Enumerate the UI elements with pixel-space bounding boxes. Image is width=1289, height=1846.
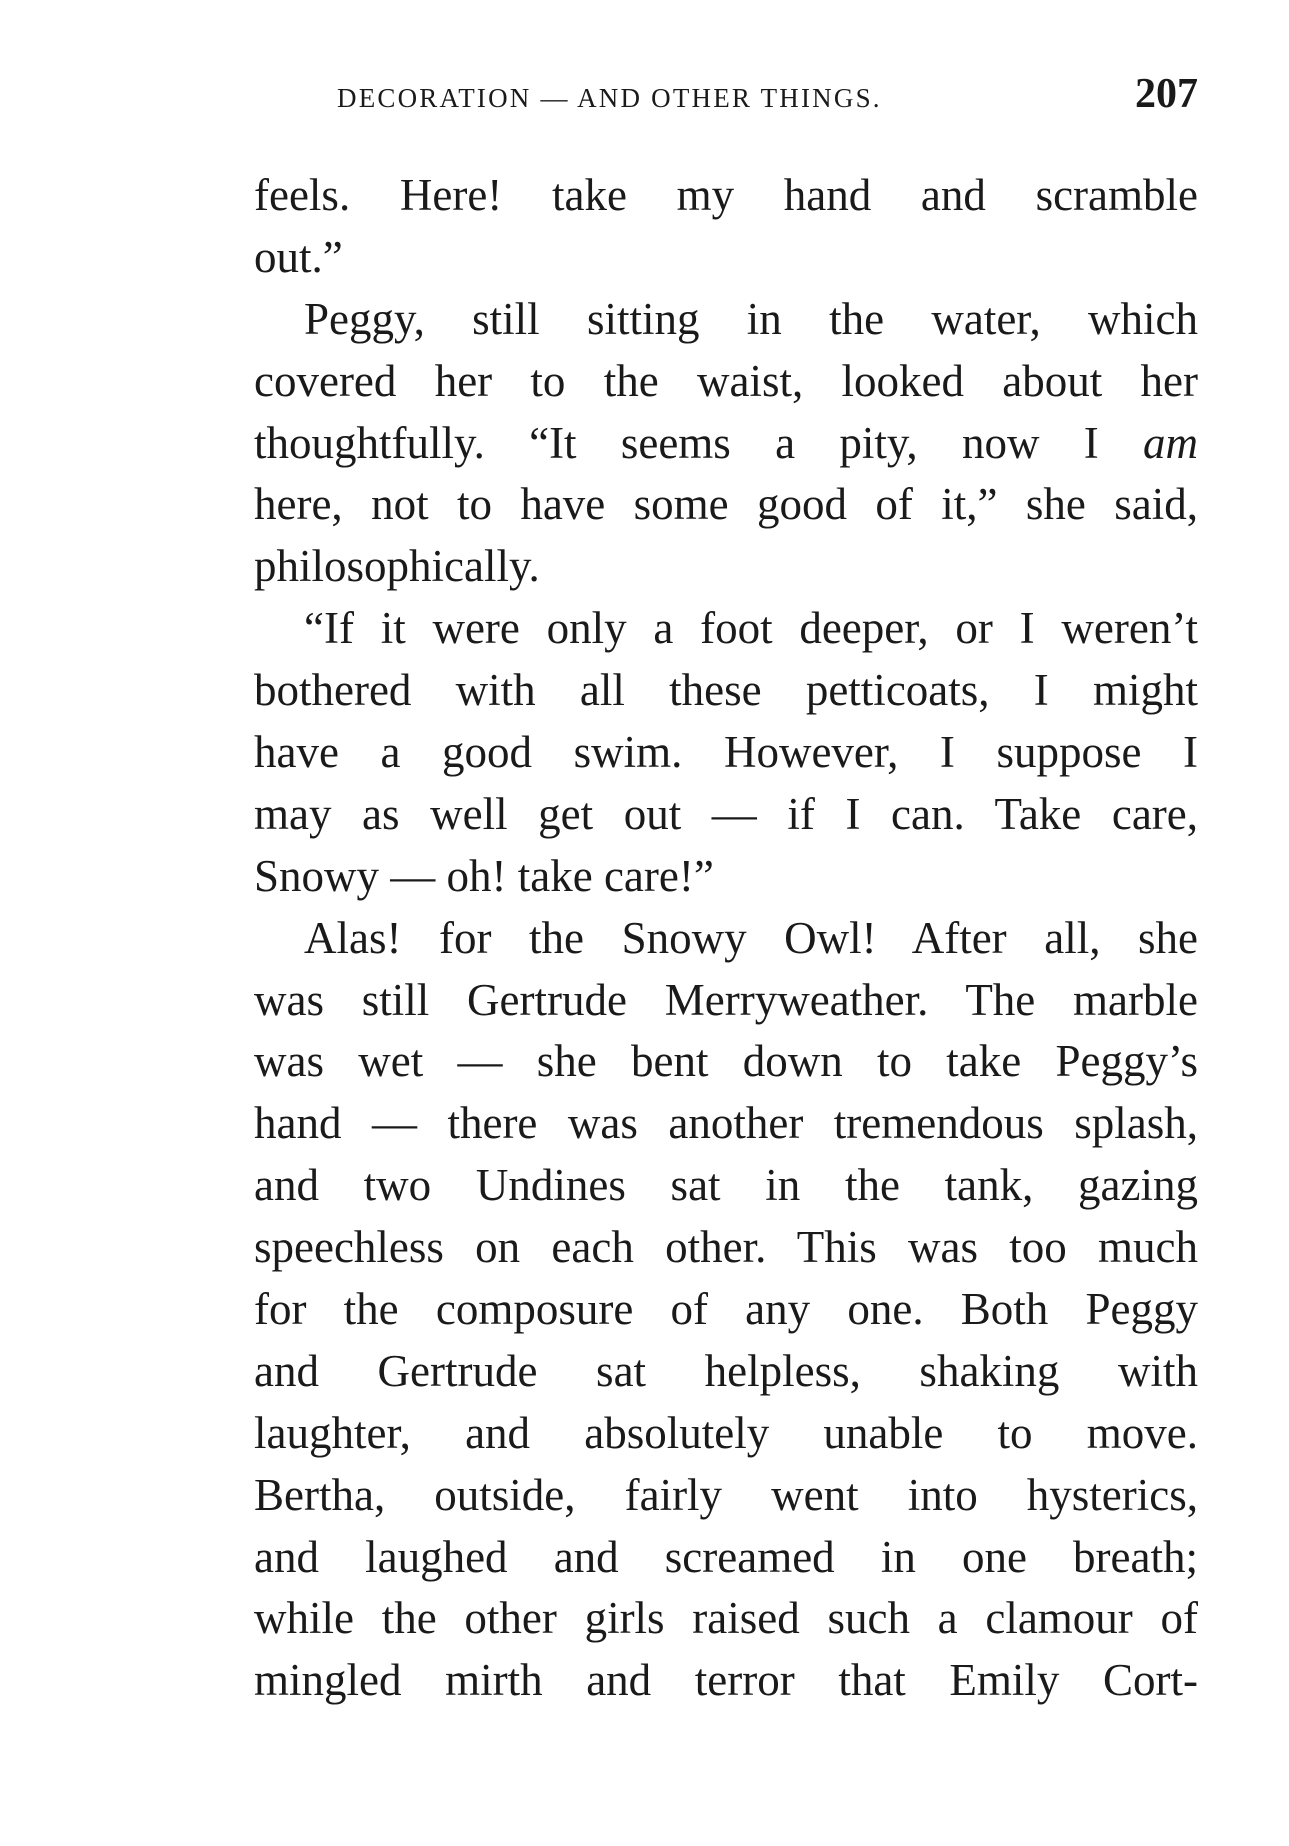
- line-text: was still Gertrude Merryweather. The marble: [254, 974, 1198, 1025]
- line-text: speechless on each other. This was too much: [254, 1222, 1198, 1273]
- text-line: [254, 1341, 1198, 1403]
- text-line: [254, 784, 1198, 846]
- line-text: laughter, and absolutely unable to move.: [254, 1407, 1198, 1458]
- text-line: [254, 227, 1198, 289]
- running-header: [337, 70, 1198, 120]
- text-line: [254, 536, 1198, 598]
- text-line: [254, 1465, 1198, 1527]
- line-text: bothered with all these petticoats, I might: [254, 665, 1198, 716]
- line-text: hand — there was another tremendous splash,: [254, 1098, 1198, 1149]
- text-line: [254, 908, 1198, 970]
- text-line: [254, 1093, 1198, 1155]
- line-text: “If it were only a foot deeper, or I weren’t: [304, 603, 1198, 654]
- text-line: [254, 660, 1198, 722]
- text-line: [254, 351, 1198, 413]
- text-line: [254, 1650, 1198, 1712]
- running-title: DECORATION — AND OTHER THINGS.: [337, 83, 882, 113]
- line-text: here, not to have some good of it,” she said,: [254, 479, 1198, 530]
- line-text: Peggy, still sitting in the water, which: [304, 293, 1198, 344]
- line-text: for the composure of any one. Both Peggy: [254, 1284, 1198, 1335]
- line-text: was wet — she bent down to take Peggy’s: [254, 1036, 1198, 1087]
- body-text: [254, 165, 1198, 1712]
- text-line: [254, 1217, 1198, 1279]
- line-text: Bertha, outside, fairly went into hysterics,: [254, 1469, 1198, 1520]
- line-text: and laughed and screamed in one breath;: [254, 1531, 1198, 1582]
- text-line: [254, 970, 1198, 1032]
- text-line: [254, 474, 1198, 536]
- page-number: 207: [1135, 71, 1198, 117]
- line-text: covered her to the waist, looked about her: [254, 355, 1198, 406]
- text-line: [254, 846, 1198, 908]
- text-line: [254, 165, 1198, 227]
- text-line: [254, 722, 1198, 784]
- text-line: [254, 413, 1198, 475]
- line-text: thoughtfully. “It seems a pity, now I: [254, 417, 1143, 468]
- line-text: and Gertrude sat helpless, shaking with: [254, 1345, 1198, 1396]
- text-line: [254, 1403, 1198, 1465]
- line-text: and two Undines sat in the tank, gazing: [254, 1160, 1198, 1211]
- italic-word: am: [1143, 417, 1198, 468]
- line-text: have a good swim. However, I suppose I: [254, 727, 1198, 778]
- text-line: [254, 1279, 1198, 1341]
- line-text: out.”: [254, 231, 343, 282]
- text-line: [254, 598, 1198, 660]
- line-text: mingled mirth and terror that Emily Cort-: [254, 1655, 1198, 1706]
- line-text: feels. Here! take my hand and scramble: [254, 170, 1198, 220]
- text-line: [254, 1031, 1198, 1093]
- line-text: Snowy — oh! take care!”: [254, 850, 714, 901]
- text-line: [254, 1527, 1198, 1589]
- line-text: Alas! for the Snowy Owl! After all, she: [304, 912, 1198, 963]
- line-text: may as well get out — if I can. Take care,: [254, 788, 1198, 839]
- line-text: while the other girls raised such a clamour of: [254, 1593, 1198, 1644]
- line-text: philosophically.: [254, 541, 540, 592]
- text-line: [254, 289, 1198, 351]
- text-line: [254, 1588, 1198, 1650]
- text-line: [254, 1155, 1198, 1217]
